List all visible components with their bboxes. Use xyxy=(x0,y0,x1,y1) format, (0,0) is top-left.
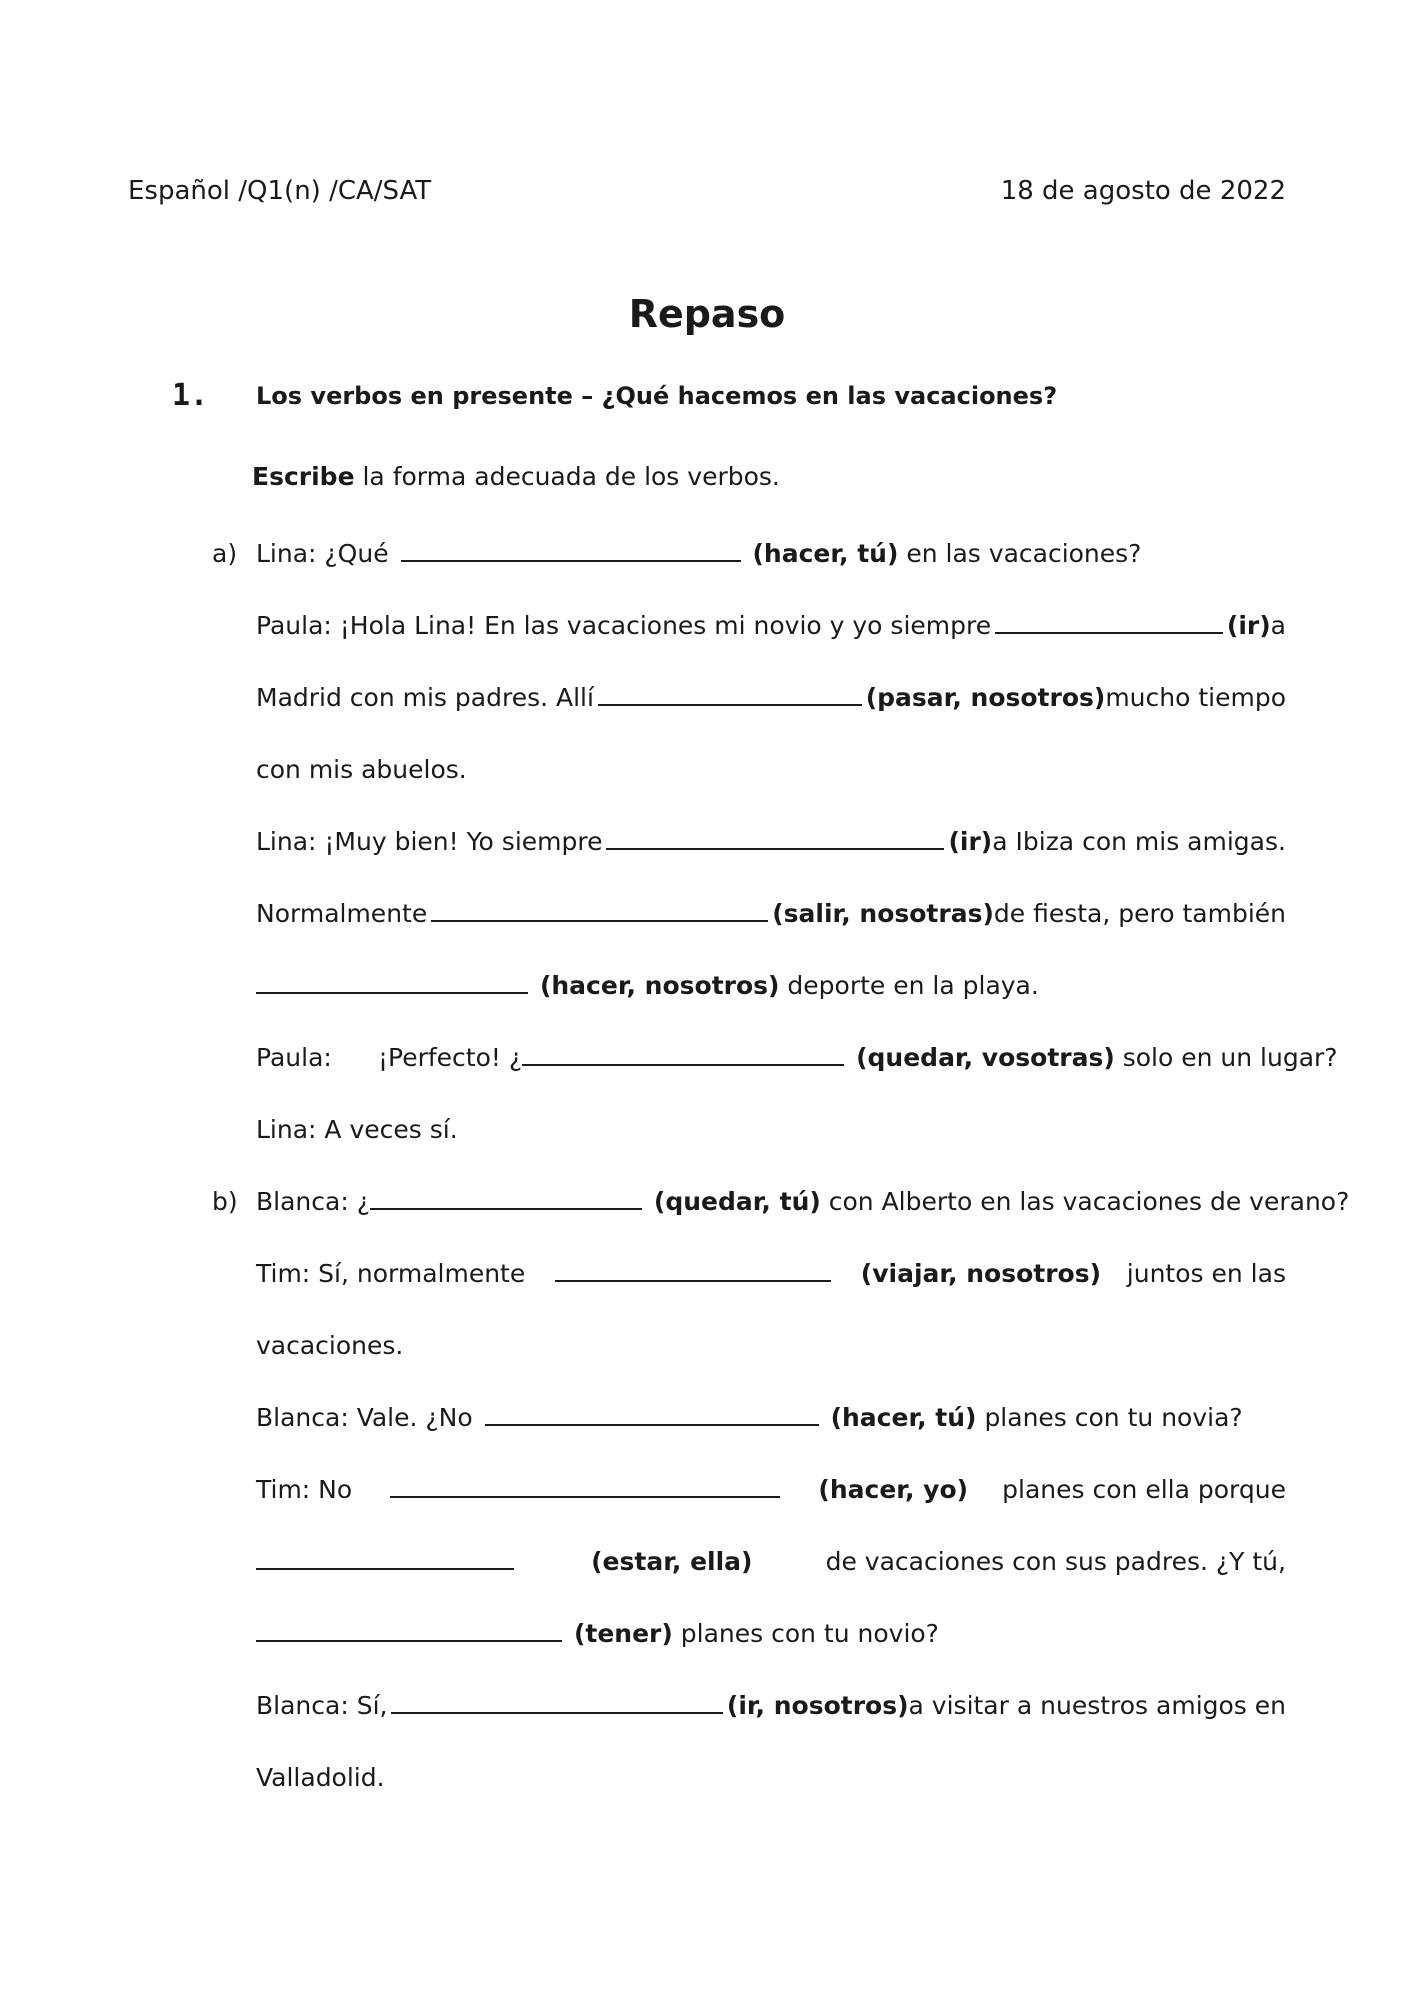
answer-blank[interactable] xyxy=(370,1184,642,1210)
text-segment: juntos en las xyxy=(1126,1259,1286,1288)
text-segment: planes con tu novio? xyxy=(680,1619,939,1648)
part-b-line-3 xyxy=(256,1328,1286,1364)
page-title: Repaso xyxy=(628,292,786,336)
text-segment: Paula: ¡Hola Lina! En las vacaciones mi novio y yo siempre xyxy=(256,611,992,640)
part-b-line-9 xyxy=(256,1760,1286,1796)
text-segment: solo en un lugar? xyxy=(1122,1043,1338,1072)
part-a-line-7 xyxy=(256,968,1286,1004)
text-segment: Lina: ¡Muy bien! Yo siempre xyxy=(256,827,603,856)
part-a-line-6 xyxy=(256,896,1286,932)
part-a-line-2 xyxy=(256,608,1286,644)
verb-hint: (salir, nosotras) xyxy=(772,899,994,928)
verb-hint: (ir) xyxy=(1226,611,1271,640)
text-segment: Normalmente xyxy=(256,899,428,928)
text-segment: Valladolid. xyxy=(256,1763,385,1792)
verb-hint: (tener) xyxy=(573,1619,673,1648)
text-segment: mucho tiempo xyxy=(1105,683,1286,712)
verb-hint: (ir, nosotros) xyxy=(726,1691,909,1720)
text-segment: Lina: ¿Qué xyxy=(256,539,389,568)
text-segment: Tim: Sí, normalmente xyxy=(256,1259,526,1288)
text-segment: con Alberto en las vacaciones de verano? xyxy=(828,1187,1350,1216)
answer-blank[interactable] xyxy=(390,1472,780,1498)
answer-blank[interactable] xyxy=(598,680,862,706)
text-segment: a Ibiza con mis amigas. xyxy=(992,827,1286,856)
text-segment: Blanca: Vale. ¿No xyxy=(256,1403,473,1432)
part-b-line-4 xyxy=(256,1400,1286,1436)
verb-hint: (hacer, nosotros) xyxy=(539,971,780,1000)
instruction-verb: Escribe xyxy=(252,462,355,491)
part-a-line-3 xyxy=(256,680,1286,716)
exercise-instruction xyxy=(252,462,780,491)
instruction-text: la forma adecuada de los verbos. xyxy=(362,462,780,491)
text-segment: vacaciones. xyxy=(256,1331,404,1360)
part-b-line-8 xyxy=(256,1688,1286,1724)
exercise-number: 1. xyxy=(172,378,209,413)
part-b-line-5 xyxy=(256,1472,1286,1508)
course-code: Español /Q1(n) /CA/SAT xyxy=(128,176,432,206)
verb-hint: (quedar, vosotras) xyxy=(856,1043,1115,1072)
answer-blank[interactable] xyxy=(391,1688,722,1714)
text-segment: en las vacaciones? xyxy=(906,539,1142,568)
worksheet-date: 18 de agosto de 2022 xyxy=(1000,176,1286,206)
part-b-line-2 xyxy=(256,1256,1286,1292)
verb-hint: (ir) xyxy=(948,827,993,856)
text-segment: deporte en la playa. xyxy=(787,971,1039,1000)
verb-hint: (hacer, yo) xyxy=(818,1475,969,1504)
verb-hint: (estar, ella) xyxy=(591,1547,753,1576)
answer-blank[interactable] xyxy=(256,1616,562,1642)
verb-hint: (hacer, tú) xyxy=(830,1403,977,1432)
part-a-line-9 xyxy=(256,1112,1286,1148)
part-b-marker: b) xyxy=(212,1187,238,1216)
verb-hint: (pasar, nosotros) xyxy=(865,683,1106,712)
text-segment: Lina: A veces sí. xyxy=(256,1115,458,1144)
text-segment: Blanca: ¿ xyxy=(256,1187,370,1216)
answer-blank[interactable] xyxy=(256,1544,514,1570)
text-segment: planes con ella porque xyxy=(1002,1475,1286,1504)
text-segment: Blanca: Sí, xyxy=(256,1691,388,1720)
answer-blank[interactable] xyxy=(555,1256,831,1282)
text-segment: a xyxy=(1270,611,1286,640)
text-segment: Tim: No xyxy=(256,1475,353,1504)
text-segment: Madrid con mis padres. Allí xyxy=(256,683,594,712)
text-segment: a visitar a nuestros amigos en xyxy=(908,1691,1286,1720)
verb-hint: (viajar, nosotros) xyxy=(860,1259,1102,1288)
part-a-line-4 xyxy=(256,752,1286,788)
part-a-line-1 xyxy=(256,536,1286,572)
answer-blank[interactable] xyxy=(401,536,741,562)
answer-blank[interactable] xyxy=(431,896,768,922)
text-segment: de fiesta, pero también xyxy=(993,899,1286,928)
text-segment: planes con tu novia? xyxy=(984,1403,1243,1432)
answer-blank[interactable] xyxy=(522,1040,844,1066)
verb-hint: (hacer, tú) xyxy=(752,539,899,568)
part-a-marker: a) xyxy=(212,539,238,568)
part-a-line-5 xyxy=(256,824,1286,860)
text-segment: con mis abuelos. xyxy=(256,755,467,784)
answer-blank[interactable] xyxy=(485,1400,819,1426)
text-segment: de vacaciones con sus padres. ¿Y tú, xyxy=(825,1547,1286,1576)
part-b-line-6 xyxy=(256,1544,1286,1580)
exercise-title: Los verbos en presente – ¿Qué hacemos en las vacaciones? xyxy=(256,382,1058,410)
part-a-line-8 xyxy=(256,1040,1338,1076)
answer-blank[interactable] xyxy=(606,824,944,850)
speaker-label: Paula: xyxy=(256,1043,332,1072)
part-b-line-1 xyxy=(256,1184,1350,1220)
part-b-line-7 xyxy=(256,1616,1286,1652)
answer-blank[interactable] xyxy=(995,608,1223,634)
text-segment: ¡Perfecto! ¿ xyxy=(378,1043,523,1072)
verb-hint: (quedar, tú) xyxy=(653,1187,821,1216)
answer-blank[interactable] xyxy=(256,968,528,994)
